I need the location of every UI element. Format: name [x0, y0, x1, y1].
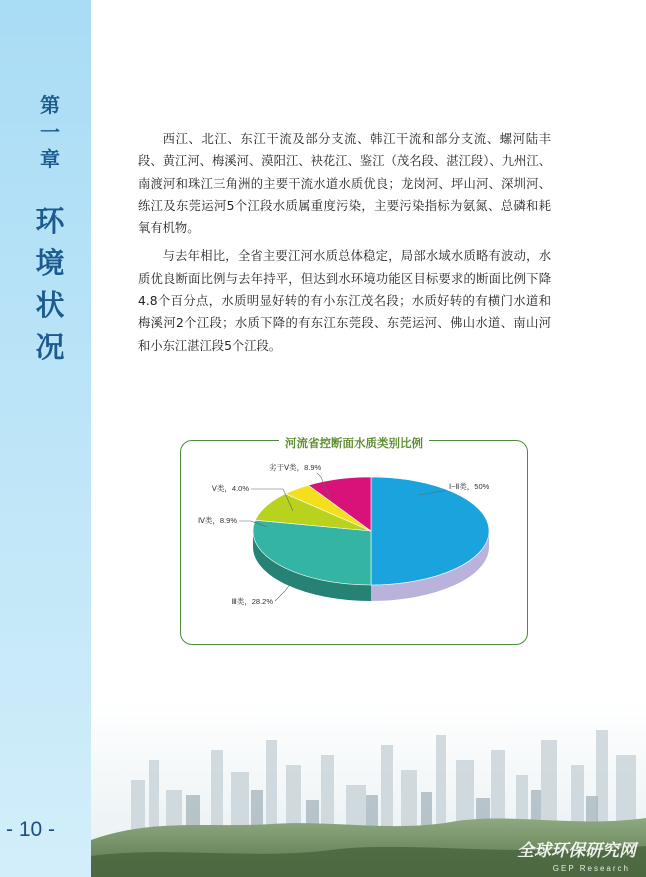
slice-label: 劣于Ⅴ类，8.9%: [269, 463, 322, 472]
chart-title-wrap: [181, 432, 527, 451]
slice-label: Ⅰ~Ⅱ类，50%: [449, 482, 490, 491]
body-text: [138, 128, 551, 357]
chapter-title-char: 况: [35, 330, 65, 364]
leader-line: [275, 583, 291, 601]
chapter-title: [28, 200, 72, 368]
pie-chart-panel: [180, 436, 528, 645]
paragraph: 与去年相比，全省主要江河水质总体稳定，局部水域水质略有波动，水质优良断面比例与去年持平，但达到水环境功能区目标要求的断面比例下降4.8个百分点，水质明显好转的有小东江茂名段；水质好转的有横门水道和梅溪河2个江段；水质下降的有东江东莞段、东莞运河、佛山水道、南山河和小东江湛江段5个江段。: [138, 249, 551, 353]
chapter-label-char: 章: [40, 147, 60, 171]
slice-label: Ⅲ类，28.2%: [231, 597, 273, 606]
city-skyline-image: [91, 700, 646, 877]
chapter-title-char: 境: [35, 246, 65, 280]
paragraph: 西江、北江、东江干流及部分支流、韩江干流和部分支流、螺河陆丰段、黄江河、梅溪河、漠阳江、袂花江、鉴江（茂名段、湛江段）、九州江、南渡河和珠江三角洲的主要干流水道水质优良；龙岗河、坪山河、深圳河、练江及东莞运河5个江段水质属重度污染，主要污染指标为氨氮、总磷和耗氧有机物。: [138, 132, 551, 236]
watermark-logo: [517, 836, 636, 861]
chart-title: 河流省控断面水质类别比例: [279, 436, 429, 450]
watermark-subtext: GEP Research: [552, 864, 630, 873]
chapter-label-char: 第: [40, 93, 60, 117]
chapter-title-char: 状: [35, 288, 65, 322]
slice-label: Ⅴ类，4.0%: [211, 484, 249, 493]
pie-chart: [181, 441, 527, 644]
chapter-label-char: 一: [40, 120, 60, 144]
slice-label: Ⅳ类，8.9%: [197, 516, 237, 525]
page-number: - 10 -: [6, 818, 56, 841]
sidebar: [0, 0, 91, 877]
chapter-title-char: 环: [35, 204, 65, 238]
watermark-text: 全球环保研究网: [517, 841, 636, 861]
chapter-label: [30, 92, 70, 173]
